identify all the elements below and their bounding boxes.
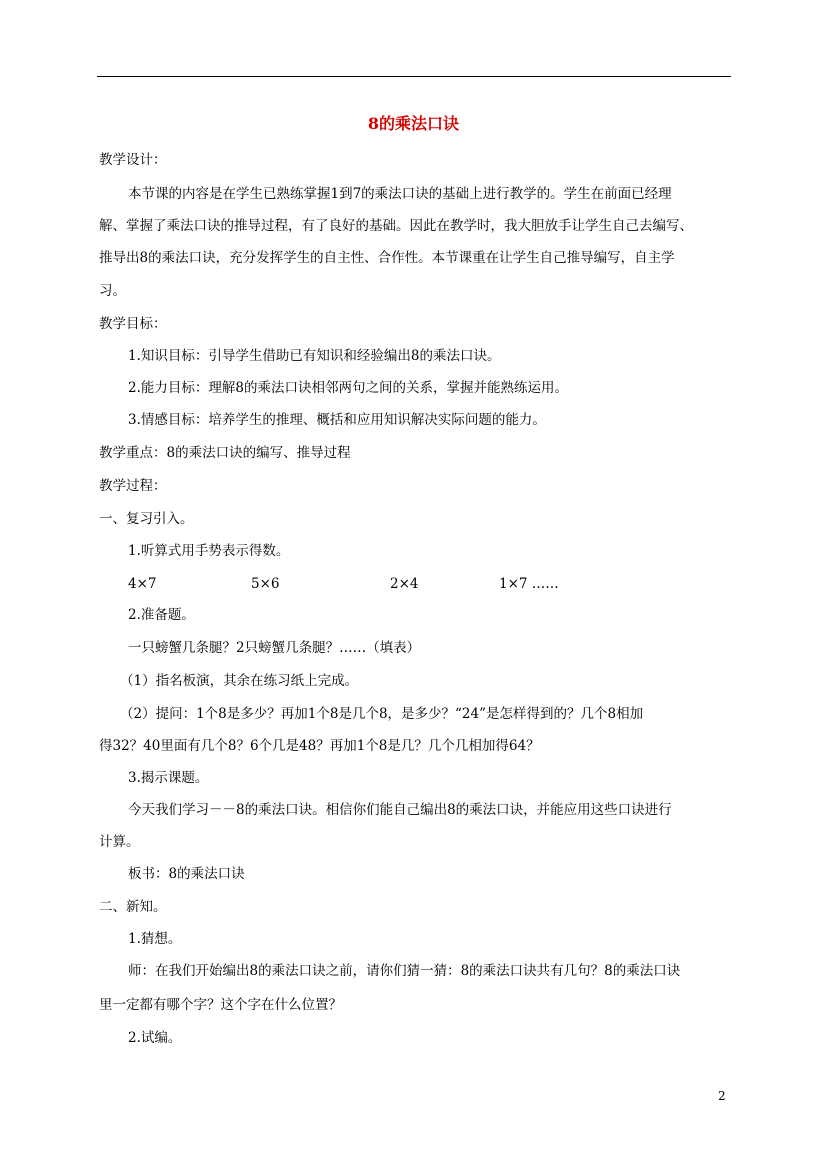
item-try-compose: 2.试编。 [128,1030,182,1046]
process-heading: 教学过程： [99,478,167,494]
item-prep-question: 一只螃蟹几条腿？2只螃蟹几条腿？……（填表） [128,640,421,656]
design-paragraph-line-4: 习。 [99,283,126,299]
item-reveal-text-line-1: 今天我们学习－－8的乘法口诀。相信你们能自己编出8的乘法口诀，并能应用这些口诀进行 [128,802,672,818]
item-prep: 2.准备题。 [128,607,195,623]
page-number: 2 [718,1089,726,1103]
item-guess: 1.猜想。 [128,931,182,947]
board-writing: 板书：8的乘法口诀 [128,866,245,882]
design-paragraph-line-3: 推导出8的乘法口诀，充分发挥学生的自主性、合作性。本节课重在让学生自己推导编写，自主学 [99,250,675,266]
item-mental-calc: 1.听算式用手势表示得数。 [128,543,290,559]
item-prep-step-2-line-1: （2）提问：1个8是多少？再加1个8是几个8，是多少？“24”是怎样得到的？几个8相加 [120,706,644,722]
goals-heading: 教学目标： [99,316,167,332]
expression-3: 2×4 [390,576,419,592]
expression-1: 4×7 [128,576,157,592]
item-reveal-topic: 3.揭示课题。 [128,770,209,786]
section-review: 一、复习引入。 [99,511,194,527]
key-point: 教学重点：8的乘法口诀的编写、推导过程 [99,445,351,461]
page-title: 8的乘法口诀 [367,114,460,133]
section-new-knowledge: 二、新知。 [99,899,167,915]
goal-knowledge: 1.知识目标：引导学生借助已有知识和经验编出8的乘法口诀。 [128,348,501,364]
expression-2: 5×6 [251,576,280,592]
goal-ability: 2.能力目标：理解8的乘法口诀相邻两句之间的关系，掌握并能熟练运用。 [128,380,568,396]
item-guess-text-line-1: 师：在我们开始编出8的乘法口诀之前，请你们猜一猜：8的乘法口诀共有几句？8的乘法口诀 [128,963,681,979]
item-prep-step-1: （1）指名板演，其余在练习纸上完成。 [120,673,359,689]
item-prep-step-2-line-2: 得32？40里面有几个8？6个几是48？再加1个8是几？几个几相加得64？ [99,738,540,754]
item-guess-text-line-2: 里一定都有哪个字？这个字在什么位置？ [99,997,342,1013]
design-heading: 教学设计： [99,152,167,168]
item-reveal-text-line-2: 计算。 [99,834,140,850]
expression-4: 1×7 …… [499,576,559,592]
goal-emotion: 3.情感目标：培养学生的推理、概括和应用知识解决实际问题的能力。 [128,412,546,428]
design-paragraph-line-2: 解、掌握了乘法口诀的推导过程，有了良好的基础。因此在教学时，我大胆放手让学生自己去编写、 [99,218,693,234]
design-paragraph-line-1: 本节课的内容是在学生已熟练掌握1到7的乘法口诀的基础上进行教学的。学生在前面已经理 [128,186,672,202]
header-rule [97,76,731,77]
